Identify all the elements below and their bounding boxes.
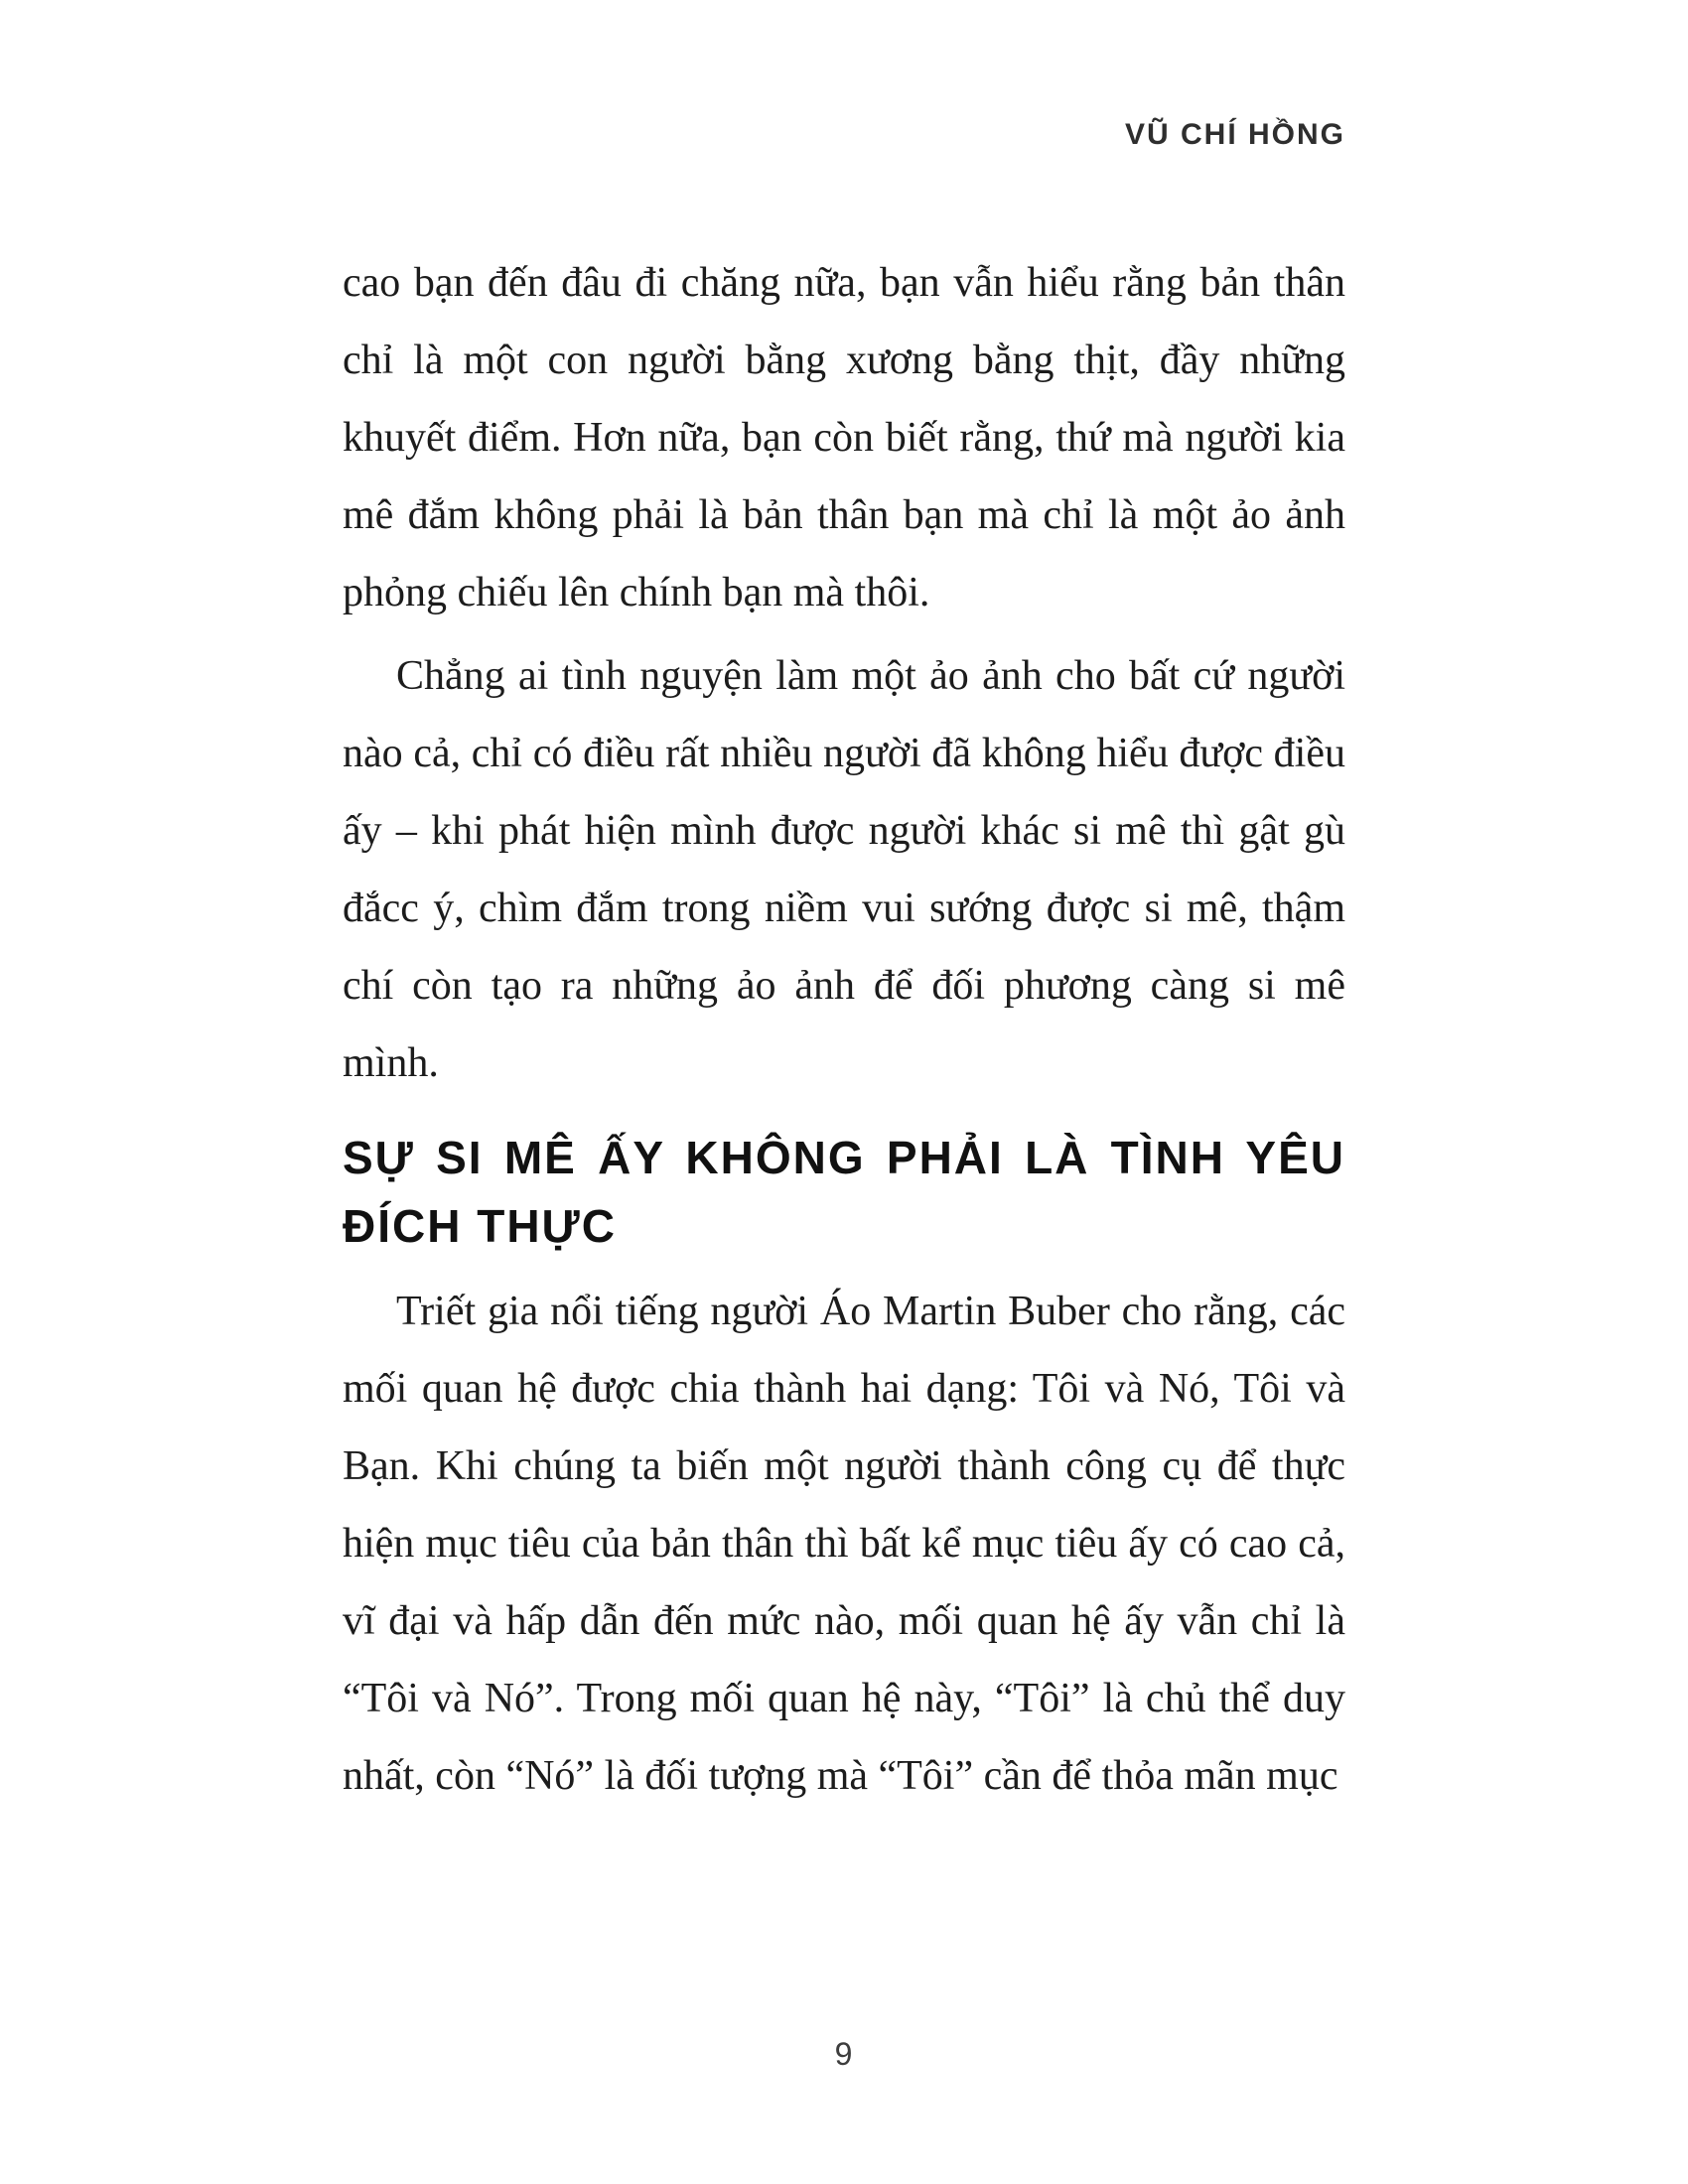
paragraph: Triết gia nổi tiếng người Áo Martin Buber cho rằng, các mối quan hệ được chia thành hai dạng: Tôi và Nó, Tôi và Bạn. Khi chúng ta biến một người thành công cụ để thực hiện mục tiêu của bản thân thì bất kể mục tiêu ấy có cao cả, vĩ đại và hấp dẫn đến mức nào, mối quan hệ ấy vẫn chỉ là “Tôi và Nó”. Trong mối quan hệ này, “Tôi” là chủ thể duy nhất, còn “Nó” là đối tượng mà “Tôi” cần để thỏa mãn mục: [343, 1289, 1345, 1799]
body-text: [343, 244, 1345, 1815]
section-heading-line-2: ĐÍCH THỰC: [343, 1200, 617, 1252]
running-header-author: VŨ CHÍ HỒNG: [1124, 118, 1345, 151]
paragraph-continuation: cao bạn đến đâu đi chăng nữa, bạn vẫn hiểu rằng bản thân chỉ là một con người bằng xương bằng thịt, đầy những khuyết điểm. Hơn nữa, bạn còn biết rằng, thứ mà người kia mê đắm không phải là bản thân bạn mà chỉ là một ảo ảnh phỏng chiếu lên chính bạn mà thôi.: [343, 260, 1345, 615]
section-heading-line-1: SỰ SI MÊ ẤY KHÔNG PHẢI LÀ TÌNH YÊU: [343, 1132, 1345, 1183]
content-column: [343, 0, 1345, 1821]
paragraph: Chẳng ai tình nguyện làm một ảo ảnh cho bất cứ người nào cả, chỉ có điều rất nhiều người đã không hiểu được điều ấy – khi phát hiện mình được người khác si mê thì gật gù đắcc ý, chìm đắm trong niềm vui sướng được si mê, thậm chí còn tạo ra những ảo ảnh để đối phương càng si mê mình.: [343, 653, 1345, 1086]
page-number: 9: [834, 2036, 854, 2072]
section-heading: [343, 1124, 1345, 1261]
